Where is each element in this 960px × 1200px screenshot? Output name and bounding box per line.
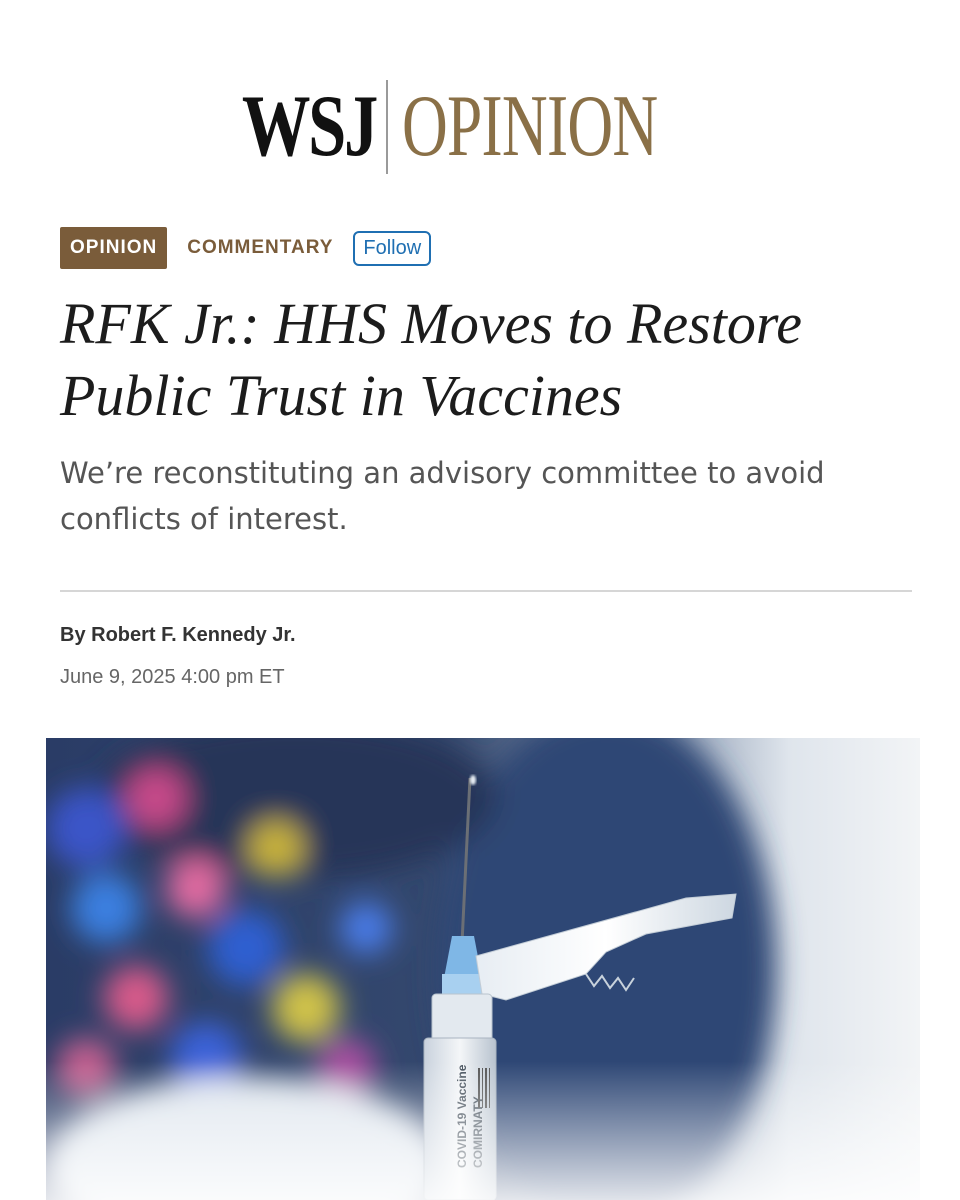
dek-line-1: We’re reconstituting an advisory committee to avoid	[60, 456, 825, 490]
dek-line-2: conflicts of interest.	[60, 502, 348, 536]
masthead-divider	[386, 80, 388, 174]
opinion-badge[interactable]: OPINION	[60, 227, 167, 269]
vaccine-syringe-image	[46, 738, 920, 1200]
wsj-logo: WSJ	[241, 78, 376, 175]
opinion-logo: OPINION	[401, 78, 658, 175]
publish-date: June 9, 2025 4:00 pm ET	[60, 666, 285, 688]
article-tags	[60, 226, 431, 270]
article-photo[interactable]	[46, 738, 920, 1200]
follow-button[interactable]: Follow	[353, 231, 431, 266]
headline-line-2: Public Trust in Vaccines	[60, 363, 623, 428]
divider-line	[60, 590, 912, 592]
section-label[interactable]: COMMENTARY	[187, 237, 334, 258]
article-headline	[60, 288, 920, 432]
article-dek	[60, 450, 920, 542]
author-byline[interactable]: By Robert F. Kennedy Jr.	[60, 624, 296, 646]
masthead[interactable]	[0, 72, 960, 182]
headline-line-1: RFK Jr.: HHS Moves to Restore	[60, 291, 803, 356]
